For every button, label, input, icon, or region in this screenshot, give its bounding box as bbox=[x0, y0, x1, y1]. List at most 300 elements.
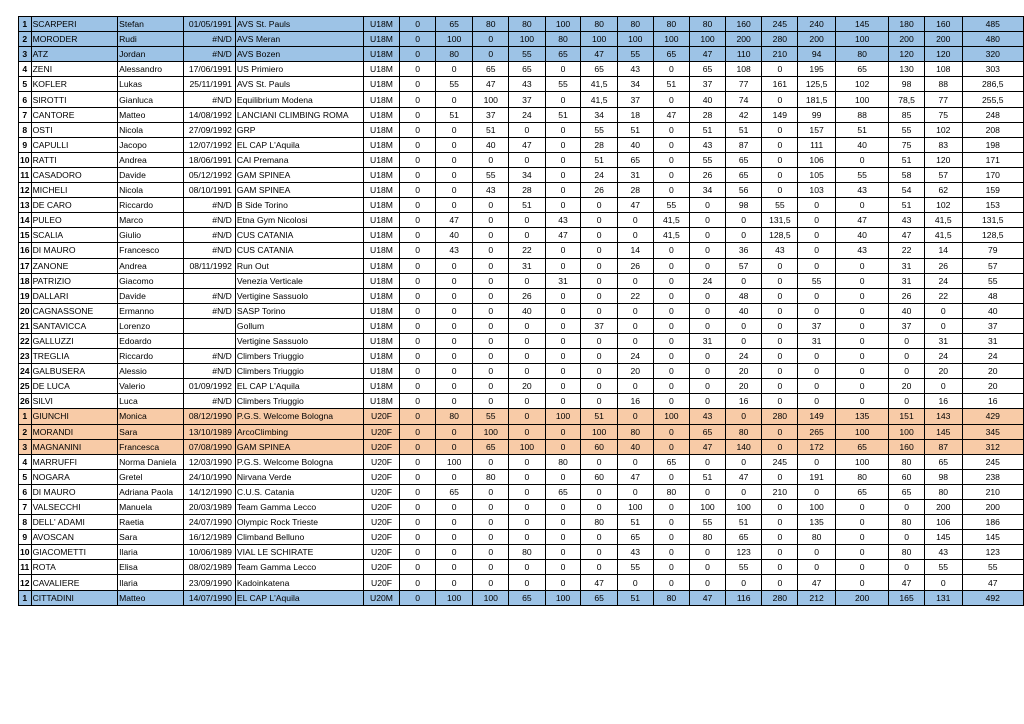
score-cell: 100 bbox=[835, 32, 888, 47]
table-row bbox=[19, 213, 1024, 228]
score-cell: 0 bbox=[545, 258, 581, 273]
score-cell: 65 bbox=[835, 484, 888, 499]
score-cell: 51 bbox=[835, 122, 888, 137]
score-cell: 0 bbox=[653, 469, 690, 484]
score-cell: 100 bbox=[473, 92, 509, 107]
score-cell: 0 bbox=[798, 228, 836, 243]
score-cell: 0 bbox=[473, 152, 509, 167]
score-cell: 0 bbox=[509, 469, 546, 484]
score-cell: 0 bbox=[545, 183, 581, 198]
score-cell: 0 bbox=[835, 575, 888, 590]
score-cell: 120 bbox=[889, 47, 925, 62]
score-cell: 0 bbox=[762, 333, 798, 348]
score-cell: 65 bbox=[435, 484, 473, 499]
category-cell: U18M bbox=[363, 228, 400, 243]
score-cell: 0 bbox=[581, 484, 618, 499]
total-cell: 429 bbox=[962, 409, 1023, 424]
score-cell: 0 bbox=[400, 424, 435, 439]
rank-cell: 9 bbox=[19, 137, 32, 152]
score-cell: 0 bbox=[762, 545, 798, 560]
category-cell: U18M bbox=[363, 62, 400, 77]
score-cell: 80 bbox=[545, 454, 581, 469]
score-cell: 0 bbox=[509, 424, 546, 439]
score-cell: 55 bbox=[835, 167, 888, 182]
score-cell: 0 bbox=[473, 213, 509, 228]
score-cell: 65 bbox=[653, 47, 690, 62]
score-cell: 100 bbox=[435, 32, 473, 47]
club-cell: GAM SPINEA bbox=[235, 167, 363, 182]
table-row bbox=[19, 303, 1024, 318]
table-row bbox=[19, 364, 1024, 379]
score-cell: 0 bbox=[835, 258, 888, 273]
score-cell: 41,5 bbox=[581, 77, 618, 92]
score-cell: 43 bbox=[617, 62, 653, 77]
score-cell: 42 bbox=[725, 107, 762, 122]
surname-cell: SCALIA bbox=[31, 228, 118, 243]
score-cell: 0 bbox=[581, 454, 618, 469]
score-cell: 157 bbox=[798, 122, 836, 137]
category-cell: U20F bbox=[363, 575, 400, 590]
club-cell: Climbers Triuggio bbox=[235, 349, 363, 364]
score-cell: 28 bbox=[617, 183, 653, 198]
score-cell: 51 bbox=[617, 515, 653, 530]
score-cell: 22 bbox=[924, 288, 962, 303]
club-cell: CUS CATANIA bbox=[235, 243, 363, 258]
score-cell: 0 bbox=[690, 213, 726, 228]
score-cell: 51 bbox=[473, 122, 509, 137]
club-cell: Nirvana Verde bbox=[235, 469, 363, 484]
first-name-cell: Alessandro bbox=[118, 62, 184, 77]
score-cell: 0 bbox=[725, 484, 762, 499]
birth-date-cell: 23/09/1990 bbox=[183, 575, 235, 590]
score-cell: 80 bbox=[653, 590, 690, 605]
score-cell: 65 bbox=[725, 167, 762, 182]
score-cell: 0 bbox=[545, 560, 581, 575]
score-cell: 43 bbox=[762, 243, 798, 258]
score-cell: 0 bbox=[545, 545, 581, 560]
birth-date-cell: #N/D bbox=[183, 47, 235, 62]
table-row bbox=[19, 167, 1024, 182]
surname-cell: RATTI bbox=[31, 152, 118, 167]
score-cell: 31 bbox=[690, 333, 726, 348]
category-cell: U18M bbox=[363, 198, 400, 213]
score-cell: 0 bbox=[435, 318, 473, 333]
score-cell: 0 bbox=[690, 349, 726, 364]
score-cell: 0 bbox=[617, 575, 653, 590]
club-cell: Team Gamma Lecco bbox=[235, 560, 363, 575]
rank-cell: 9 bbox=[19, 530, 32, 545]
category-cell: U18M bbox=[363, 17, 400, 32]
club-cell: AVS Meran bbox=[235, 32, 363, 47]
score-cell: 0 bbox=[473, 394, 509, 409]
score-cell: 65 bbox=[924, 454, 962, 469]
category-cell: U18M bbox=[363, 243, 400, 258]
total-cell: 40 bbox=[962, 303, 1023, 318]
score-cell: 0 bbox=[473, 258, 509, 273]
score-cell: 0 bbox=[400, 590, 435, 605]
score-cell: 47 bbox=[653, 107, 690, 122]
score-cell: 180 bbox=[889, 17, 925, 32]
score-cell: 0 bbox=[400, 469, 435, 484]
score-cell: 77 bbox=[924, 92, 962, 107]
score-cell: 0 bbox=[690, 484, 726, 499]
score-cell: 0 bbox=[617, 273, 653, 288]
total-cell: 55 bbox=[962, 560, 1023, 575]
surname-cell: MICHELI bbox=[31, 183, 118, 198]
score-cell: 0 bbox=[435, 515, 473, 530]
score-cell: 0 bbox=[581, 243, 618, 258]
score-cell: 0 bbox=[473, 530, 509, 545]
score-cell: 43 bbox=[835, 243, 888, 258]
surname-cell: PULEO bbox=[31, 213, 118, 228]
table-row bbox=[19, 424, 1024, 439]
score-cell: 26 bbox=[617, 258, 653, 273]
surname-cell: DE CARO bbox=[31, 198, 118, 213]
score-cell: 102 bbox=[924, 122, 962, 137]
rank-cell: 14 bbox=[19, 213, 32, 228]
score-cell: 0 bbox=[762, 364, 798, 379]
score-cell: 0 bbox=[509, 560, 546, 575]
score-cell: 43 bbox=[435, 243, 473, 258]
score-cell: 0 bbox=[400, 454, 435, 469]
score-cell: 0 bbox=[400, 273, 435, 288]
birth-date-cell: 08/11/1992 bbox=[183, 258, 235, 273]
score-cell: 0 bbox=[509, 515, 546, 530]
score-cell: 100 bbox=[509, 439, 546, 454]
club-cell: EL CAP L'Aquila bbox=[235, 590, 363, 605]
score-cell: 102 bbox=[924, 198, 962, 213]
score-cell: 0 bbox=[400, 379, 435, 394]
score-cell: 0 bbox=[400, 349, 435, 364]
surname-cell: GIACOMETTI bbox=[31, 545, 118, 560]
rank-cell: 1 bbox=[19, 409, 32, 424]
rank-cell: 15 bbox=[19, 228, 32, 243]
score-cell: 100 bbox=[653, 409, 690, 424]
score-cell: 51 bbox=[435, 107, 473, 122]
rank-cell: 7 bbox=[19, 500, 32, 515]
rank-cell: 22 bbox=[19, 333, 32, 348]
score-cell: 0 bbox=[473, 515, 509, 530]
score-cell: 77 bbox=[725, 77, 762, 92]
category-cell: U18M bbox=[363, 394, 400, 409]
rank-cell: 12 bbox=[19, 575, 32, 590]
score-cell: 51 bbox=[889, 152, 925, 167]
rank-cell: 8 bbox=[19, 122, 32, 137]
table-row bbox=[19, 469, 1024, 484]
first-name-cell: Nicola bbox=[118, 122, 184, 137]
surname-cell: CAVALIERE bbox=[31, 575, 118, 590]
score-cell: 0 bbox=[889, 333, 925, 348]
score-cell: 55 bbox=[690, 515, 726, 530]
score-cell: 111 bbox=[798, 137, 836, 152]
first-name-cell: Andrea bbox=[118, 152, 184, 167]
first-name-cell: Manuela bbox=[118, 500, 184, 515]
score-cell: 0 bbox=[400, 152, 435, 167]
score-cell: 0 bbox=[545, 349, 581, 364]
score-cell: 0 bbox=[581, 333, 618, 348]
club-cell: C.U.S. Catania bbox=[235, 484, 363, 499]
score-cell: 51 bbox=[581, 409, 618, 424]
score-cell: 0 bbox=[762, 288, 798, 303]
score-cell: 0 bbox=[400, 530, 435, 545]
score-cell: 37 bbox=[690, 77, 726, 92]
surname-cell: SANTAVICCA bbox=[31, 318, 118, 333]
score-cell: 100 bbox=[835, 454, 888, 469]
score-cell: 0 bbox=[581, 560, 618, 575]
score-cell: 0 bbox=[545, 469, 581, 484]
score-cell: 0 bbox=[545, 379, 581, 394]
club-cell: Kadoinkatena bbox=[235, 575, 363, 590]
score-cell: 0 bbox=[545, 137, 581, 152]
score-cell: 80 bbox=[924, 484, 962, 499]
score-cell: 0 bbox=[690, 243, 726, 258]
score-cell: 51 bbox=[617, 590, 653, 605]
score-cell: 0 bbox=[762, 303, 798, 318]
score-cell: 40 bbox=[690, 92, 726, 107]
score-cell: 0 bbox=[400, 484, 435, 499]
surname-cell: CASADORO bbox=[31, 167, 118, 182]
score-cell: 0 bbox=[798, 394, 836, 409]
category-cell: U18M bbox=[363, 273, 400, 288]
table-row bbox=[19, 198, 1024, 213]
score-cell: 135 bbox=[835, 409, 888, 424]
score-cell: 0 bbox=[762, 515, 798, 530]
rank-cell: 17 bbox=[19, 258, 32, 273]
score-cell: 40 bbox=[835, 137, 888, 152]
surname-cell: DELL' ADAMI bbox=[31, 515, 118, 530]
score-cell: 65 bbox=[509, 62, 546, 77]
surname-cell: TREGLIA bbox=[31, 349, 118, 364]
score-cell: 0 bbox=[473, 333, 509, 348]
club-cell: Etna Gym Nicolosi bbox=[235, 213, 363, 228]
category-cell: U18M bbox=[363, 152, 400, 167]
score-cell: 31 bbox=[798, 333, 836, 348]
score-cell: 41,5 bbox=[653, 213, 690, 228]
score-cell: 94 bbox=[798, 47, 836, 62]
category-cell: U18M bbox=[363, 213, 400, 228]
score-cell: 24 bbox=[690, 273, 726, 288]
score-cell: 47 bbox=[509, 137, 546, 152]
score-cell: 0 bbox=[762, 394, 798, 409]
rank-cell: 18 bbox=[19, 273, 32, 288]
total-cell: 345 bbox=[962, 424, 1023, 439]
score-cell: 0 bbox=[653, 364, 690, 379]
score-cell: 47 bbox=[581, 575, 618, 590]
score-cell: 0 bbox=[798, 288, 836, 303]
score-cell: 65 bbox=[653, 454, 690, 469]
score-cell: 37 bbox=[617, 92, 653, 107]
score-cell: 40 bbox=[509, 303, 546, 318]
score-cell: 80 bbox=[653, 17, 690, 32]
score-cell: 80 bbox=[617, 17, 653, 32]
total-cell: 171 bbox=[962, 152, 1023, 167]
score-cell: 0 bbox=[473, 500, 509, 515]
category-cell: U18M bbox=[363, 349, 400, 364]
score-cell: 0 bbox=[545, 515, 581, 530]
score-cell: 47 bbox=[725, 469, 762, 484]
score-cell: 100 bbox=[581, 32, 618, 47]
score-cell: 145 bbox=[924, 424, 962, 439]
total-cell: 255,5 bbox=[962, 92, 1023, 107]
birth-date-cell bbox=[183, 333, 235, 348]
rank-cell: 2 bbox=[19, 32, 32, 47]
club-cell: Venezia Verticale bbox=[235, 273, 363, 288]
score-cell: 160 bbox=[725, 17, 762, 32]
score-cell: 0 bbox=[653, 62, 690, 77]
score-cell: 0 bbox=[690, 303, 726, 318]
score-cell: 80 bbox=[835, 469, 888, 484]
score-cell: 26 bbox=[924, 258, 962, 273]
score-cell: 0 bbox=[473, 545, 509, 560]
table-row bbox=[19, 560, 1024, 575]
score-cell: 0 bbox=[581, 303, 618, 318]
first-name-cell: Ermanno bbox=[118, 303, 184, 318]
score-cell: 55 bbox=[725, 560, 762, 575]
total-cell: 159 bbox=[962, 183, 1023, 198]
score-cell: 0 bbox=[509, 409, 546, 424]
score-cell: 0 bbox=[889, 364, 925, 379]
score-cell: 0 bbox=[653, 122, 690, 137]
category-cell: U20F bbox=[363, 545, 400, 560]
birth-date-cell: #N/D bbox=[183, 198, 235, 213]
score-cell: 31 bbox=[509, 258, 546, 273]
score-cell: 16 bbox=[924, 394, 962, 409]
score-cell: 55 bbox=[762, 198, 798, 213]
table-row bbox=[19, 590, 1024, 605]
score-cell: 22 bbox=[889, 243, 925, 258]
score-cell: 100 bbox=[690, 32, 726, 47]
total-cell: 286,5 bbox=[962, 77, 1023, 92]
score-cell: 0 bbox=[762, 424, 798, 439]
first-name-cell: Alessio bbox=[118, 364, 184, 379]
table-row bbox=[19, 333, 1024, 348]
birth-date-cell: 24/07/1990 bbox=[183, 515, 235, 530]
category-cell: U20F bbox=[363, 530, 400, 545]
score-cell: 47 bbox=[835, 213, 888, 228]
score-cell: 55 bbox=[509, 47, 546, 62]
score-cell: 0 bbox=[798, 484, 836, 499]
score-cell: 47 bbox=[889, 575, 925, 590]
score-cell: 0 bbox=[690, 394, 726, 409]
score-cell: 65 bbox=[690, 62, 726, 77]
surname-cell: NOGARA bbox=[31, 469, 118, 484]
score-cell: 0 bbox=[924, 318, 962, 333]
score-cell: 0 bbox=[798, 560, 836, 575]
rank-cell: 5 bbox=[19, 469, 32, 484]
score-cell: 130 bbox=[889, 62, 925, 77]
score-cell: 0 bbox=[762, 137, 798, 152]
score-cell: 0 bbox=[617, 333, 653, 348]
score-cell: 47 bbox=[690, 439, 726, 454]
score-cell: 65 bbox=[835, 439, 888, 454]
score-cell: 0 bbox=[545, 500, 581, 515]
rank-cell: 24 bbox=[19, 364, 32, 379]
total-cell: 238 bbox=[962, 469, 1023, 484]
birth-date-cell: 07/08/1990 bbox=[183, 439, 235, 454]
score-cell: 0 bbox=[545, 152, 581, 167]
score-cell: 106 bbox=[798, 152, 836, 167]
total-cell: 48 bbox=[962, 288, 1023, 303]
score-cell: 0 bbox=[400, 198, 435, 213]
score-cell: 47 bbox=[798, 575, 836, 590]
score-cell: 18 bbox=[617, 107, 653, 122]
first-name-cell: Ilaria bbox=[118, 575, 184, 590]
score-cell: 65 bbox=[509, 590, 546, 605]
first-name-cell: Davide bbox=[118, 167, 184, 182]
birth-date-cell: #N/D bbox=[183, 364, 235, 379]
score-cell: 0 bbox=[653, 500, 690, 515]
score-cell: 100 bbox=[473, 590, 509, 605]
surname-cell: GALBUSERA bbox=[31, 364, 118, 379]
score-cell: 0 bbox=[545, 198, 581, 213]
score-cell: 0 bbox=[473, 243, 509, 258]
score-cell: 40 bbox=[617, 439, 653, 454]
score-cell: 200 bbox=[924, 500, 962, 515]
first-name-cell: Matteo bbox=[118, 590, 184, 605]
category-cell: U18M bbox=[363, 47, 400, 62]
score-cell: 74 bbox=[725, 92, 762, 107]
score-cell: 0 bbox=[798, 349, 836, 364]
score-cell: 100 bbox=[435, 454, 473, 469]
table-row bbox=[19, 92, 1024, 107]
score-cell: 55 bbox=[473, 409, 509, 424]
score-cell: 0 bbox=[400, 243, 435, 258]
score-cell: 37 bbox=[473, 107, 509, 122]
score-cell: 0 bbox=[762, 258, 798, 273]
score-cell: 0 bbox=[435, 500, 473, 515]
score-cell: 0 bbox=[400, 515, 435, 530]
club-cell: Vertigine Sassuolo bbox=[235, 288, 363, 303]
score-cell: 0 bbox=[889, 530, 925, 545]
score-cell: 100 bbox=[435, 590, 473, 605]
table-row bbox=[19, 545, 1024, 560]
score-cell: 0 bbox=[473, 454, 509, 469]
score-cell: 0 bbox=[653, 439, 690, 454]
first-name-cell: Lukas bbox=[118, 77, 184, 92]
score-cell: 0 bbox=[690, 364, 726, 379]
score-cell: 0 bbox=[762, 560, 798, 575]
score-cell: 51 bbox=[725, 515, 762, 530]
category-cell: U20F bbox=[363, 560, 400, 575]
score-cell: 100 bbox=[545, 590, 581, 605]
score-cell: 55 bbox=[617, 47, 653, 62]
score-cell: 0 bbox=[400, 32, 435, 47]
score-cell: 0 bbox=[509, 364, 546, 379]
score-cell: 24 bbox=[725, 349, 762, 364]
surname-cell: ZANONE bbox=[31, 258, 118, 273]
score-cell: 0 bbox=[509, 318, 546, 333]
score-cell: 0 bbox=[473, 484, 509, 499]
score-cell: 100 bbox=[545, 17, 581, 32]
score-cell: 51 bbox=[690, 122, 726, 137]
club-cell: Team Gamma Lecco bbox=[235, 500, 363, 515]
first-name-cell: Riccardo bbox=[118, 198, 184, 213]
score-cell: 62 bbox=[924, 183, 962, 198]
score-cell: 0 bbox=[798, 454, 836, 469]
score-cell: 37 bbox=[509, 92, 546, 107]
score-cell: 47 bbox=[690, 590, 726, 605]
score-cell: 65 bbox=[473, 439, 509, 454]
score-cell: 0 bbox=[545, 243, 581, 258]
rank-cell: 6 bbox=[19, 92, 32, 107]
first-name-cell: Raetia bbox=[118, 515, 184, 530]
category-cell: U18M bbox=[363, 167, 400, 182]
birth-date-cell: 14/07/1990 bbox=[183, 590, 235, 605]
score-cell: 55 bbox=[924, 560, 962, 575]
score-cell: 0 bbox=[473, 318, 509, 333]
score-cell: 87 bbox=[924, 439, 962, 454]
score-cell: 0 bbox=[435, 469, 473, 484]
